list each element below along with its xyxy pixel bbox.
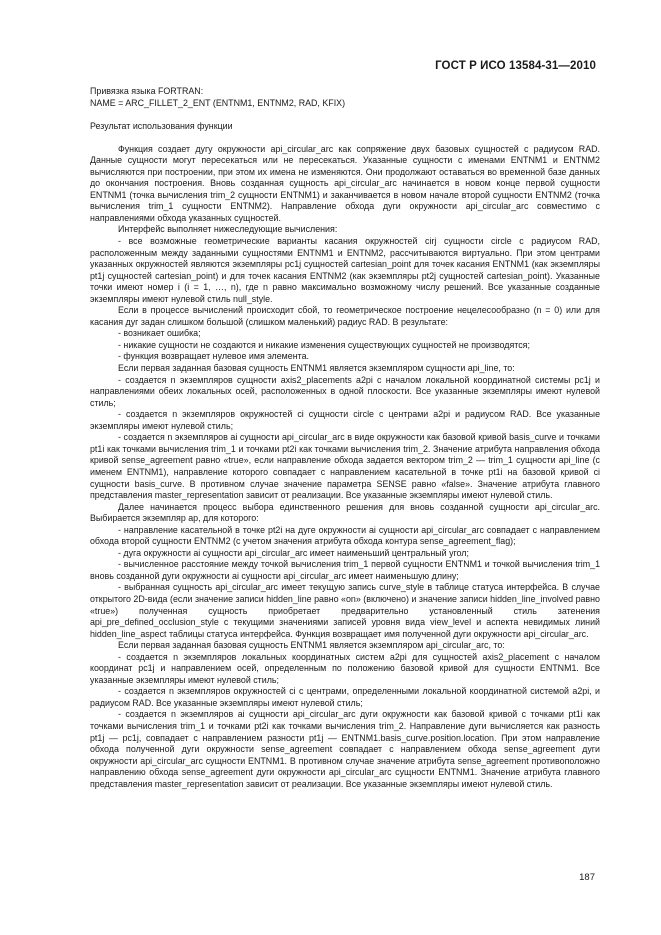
list-item: - функция возвращает нулевое имя элемента.	[118, 351, 309, 362]
paragraph: Интерфейс выполняет нижеследующие вычисления:	[118, 224, 338, 235]
list-item: - создается n экземпляров ai сущности api_circular_arc в виде окружности как базовой кривой basis_curve и точками pt1i как точками вычисления trim_1 и точками pt2i как точками вычисления trim_2. Значение атрибута направления обхода кривой sense_agreement равно «true», если направление обхода задается вектором trim_2 — trim_1 сущности api_line (с именем ENTNM1), направление которого совпадает с направлением касательной в точке pt1i на базовой кривой ci сущности basis_curve. В противном случае значение параметра SENSE равно «false». Значение атрибута главного представления master_representation зависит от реализации. Все указанные экземпляры имеют нулевой стиль.	[90, 432, 600, 501]
paragraph: Если первая заданная базовая сущность ENTNM1 является экземпляром api_circular_arc, то:	[118, 640, 505, 651]
paragraph: Функция создает дугу окружности api_circular_arc как сопряжение двух базовых сущностей с радиусом RAD. Данные сущности могут пересекаться или не пересекаться. Указанные сущности с именами ENTNM1 и ENTNM2 вычисляются при построении, при этом их имена не изменяются. Они продолжают оставаться во временной базе данных до окончания построения. Вновь созданная сущность api_circular_arc начинается в новом конце первой сущности ENTNM1 (точка вычисления trim_2 сущности ENTNM1) и заканчивается в новом начале второй сущности ENTNM2 (точка вычисления trim_1 сущности ENTNM2). Направление обхода дуги окружности api_circular_arc совместимо с направлениями обхода указанных сущностей.	[90, 143, 600, 223]
standard-header: ГОСТ Р ИСО 13584-31—2010	[435, 60, 596, 72]
fortran-binding-label: Привязка языка FORTRAN:	[90, 86, 204, 96]
list-item: - создается n экземпляров окружностей ci сущности circle с центрами a2pi и радиусом RAD. Все указанные экземпляры имеют нулевой стиль;	[90, 409, 600, 431]
result-heading: Результат использования функции	[90, 120, 233, 131]
page-number: 187	[579, 872, 595, 883]
list-item: - направление касательной в точке pt2i на дуге окружности ai сущности api_circular_arc совпадает с направлением обхода второй сущности ENTNM2 (с учетом значения атрибута обхода контура sense_agreement_flag);	[90, 524, 600, 547]
list-item: - дуга окружности ai сущности api_circular_arc имеет наименьший центральный угол;	[118, 547, 469, 558]
list-item: - создается n экземпляров сущности axis2_placements a2pi с началом локальной координатной системы pc1j и направлениями обеих локальных осей, расположенных в одной плоскости. Все указанные экземпляры имеют нулевой стиль;	[90, 374, 600, 408]
paragraph: Если первая заданная базовая сущность ENTNM1 является экземпляром сущности api_line, то:	[118, 363, 515, 374]
list-item: - возникает ошибка;	[118, 328, 201, 339]
fortran-binding-code: NAME = ARC_FILLET_2_ENT (ENTNM1, ENTNM2, RAD, KFIX)	[90, 97, 346, 108]
page-body	[90, 86, 600, 790]
list-item: - никакие сущности не создаются и никакие изменения существующих сущностей не производятся;	[118, 339, 530, 350]
paragraph: - все возможные геометрические варианты касания окружностей cirj сущности circle с радиусом RAD, расположенным между заданными сущностями ENTNM1 и ENTNM2, рассчитываются виртуально. При этом центрами указанных окружностей являются экземпляры pc1j сущностей cartesian_point для точек касания ENTNM1 (как экземпляры pt1j сущностей cartesian_point) и для точек касания ENTNM2 (как экземпляры pt2j сущностей cartesian_point). Указанные точки имеют номер i (i = 1, …, n), где n равно максимально возможному числу решений. Все указанные созданные экземпляры имеют нулевой стиль null_style.	[90, 236, 600, 304]
list-item: - выбранная сущность api_circular_arc имеет текущую запись curve_style в таблице статуса интерфейса. В случае открытого 2D-вида (если значение записи hidden_line равно «on» (включено) и значение записи hidden_line_involved равно «true») полученная сущность приобретает предварительно установленный стиль затенения api_pre_defined_occlusion_style с текущими значениями записей уровня вида view_level и аспекта невидимых линий hidden_line_aspect таблицы статуса интерфейса. Функция возвращает имя полученной дуги окружности api_circular_arc.	[90, 582, 600, 639]
list-item: - создается n экземпляров локальных координатных систем a2pi для сущностей axis2_placement с началом координат pc1j и направлением осей, определенным по положению базовой кривой для сущности ENTNM1. Все указанные экземпляры имеют нулевой стиль;	[90, 651, 600, 685]
paragraph: Если в процессе вычислений происходит сбой, то геометрическое построение нецелесообразно (n = 0) или для касания дуг задан слишком большой (слишком маленький) радиус RAD. В результате:	[90, 305, 600, 327]
list-item: - создается n экземпляров ai сущности api_circular_arc дуги окружности как базовой кривой с точками pt1i как точками вычисления trim_1 и точками pt2i как точками вычисления trim_2. Направление дуги вычисляется как разность pt1j — pc1j, совпадает с направлением разности pt1j — ENTNM1.basis_curve.position.location. При этом направление обхода полученной дуги окружности sense_agreement совпадает с направлением обхода sense_agreement дуги окружности api_circular_arc сущности ENTNM1. В противном случае значение атрибута sense_agreement противоположно направлению обхода sense_agreement дуги окружности api_circular_arc сущности ENTNM1. Значение атрибута главного представления master_representation зависит от реализации. Все указанные экземпляры имеют нулевой стиль.	[90, 709, 600, 789]
list-item: - вычисленное расстояние между точкой вычисления trim_1 первой сущности ENTNM1 и точкой вычисления trim_1 вновь созданной дуги окружности ai сущности api_circular_arc имеет наименьшую длину;	[90, 559, 600, 581]
list-item: - создается n экземпляров окружностей ci с центрами, определенными локальной координатной системой a2pi, и радиусом RAD. Все указанные экземпляры имеют нулевой стиль;	[90, 686, 600, 708]
paragraph: Далее начинается процесс выбора единственного решения для вновь созданной сущности api_circular_arc. Выбирается экземпляр ap, для которого:	[90, 501, 600, 524]
